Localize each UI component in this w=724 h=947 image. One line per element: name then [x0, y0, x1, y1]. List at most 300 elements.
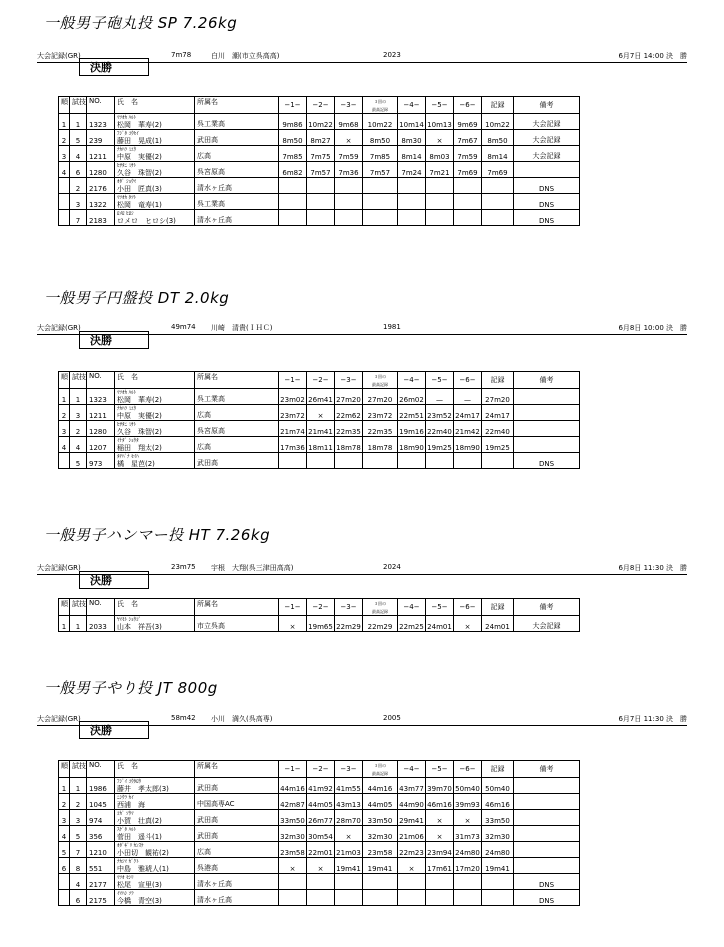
- cell-no: 239: [87, 130, 115, 146]
- cell-name: [115, 890, 195, 906]
- cell-team: 武田高: [195, 130, 279, 146]
- cell-team: 呉宮原高: [195, 421, 279, 437]
- cell-trial-1: 23m72: [279, 405, 307, 421]
- cell-name: [115, 146, 195, 162]
- cell-best-of-3: 22m35: [363, 421, 398, 437]
- cell-trial-4: 8m30: [398, 130, 426, 146]
- header-trial-4: −4−: [398, 97, 426, 114]
- cell-trial-4: [398, 453, 426, 469]
- cell-no: 356: [87, 826, 115, 842]
- cell-trial-4: [398, 178, 426, 194]
- header-team: 所属名: [195, 761, 279, 778]
- cell-team: 清水ヶ丘高: [195, 890, 279, 906]
- header-trial-5: −5−: [426, 372, 454, 389]
- athlete-kana: ｺｶﾞ ｿｳﾏ: [117, 811, 134, 817]
- cell-order: 3: [70, 810, 87, 826]
- header-note: 備考: [514, 372, 580, 389]
- cell-trial-3: 7m36: [335, 162, 363, 178]
- header-mark: 記録: [482, 97, 514, 114]
- cell-best-of-3: 23m72: [363, 405, 398, 421]
- athlete-kana: ﾆｼｳﾗ ｶｲ: [117, 795, 134, 801]
- table-row: [59, 778, 580, 794]
- header-no: NO.: [87, 372, 115, 389]
- header-best-of-3-b: 最高記録: [372, 771, 388, 776]
- cell-best-of-3: [363, 890, 398, 906]
- cell-mark: [482, 890, 514, 906]
- header-rank: 順: [59, 761, 70, 778]
- cell-trial-6: [454, 453, 482, 469]
- table-row: [59, 405, 580, 421]
- cell-no: 1323: [87, 114, 115, 130]
- cell-trial-3: ×: [335, 826, 363, 842]
- cell-rank: 2: [59, 405, 70, 421]
- record-holder: 川崎 清貴(ＩＨＣ): [211, 324, 273, 332]
- cell-mark: 8m14: [482, 146, 514, 162]
- table-row: [59, 194, 580, 210]
- cell-trial-1: 44m16: [279, 778, 307, 794]
- cell-best-of-3: 22m29: [363, 616, 398, 632]
- cell-trial-6: 39m93: [454, 794, 482, 810]
- cell-mark: [482, 453, 514, 469]
- event-title: 一般男子砲丸投 SP 7.26kg: [44, 14, 238, 32]
- cell-mark: 19m25: [482, 437, 514, 453]
- cell-trial-1: [279, 194, 307, 210]
- cell-trial-3: 28m70: [335, 810, 363, 826]
- final-label: 決勝: [79, 721, 149, 739]
- table-row: [59, 874, 580, 890]
- cell-no: 2177: [87, 874, 115, 890]
- cell-best-of-3: 8m50: [363, 130, 398, 146]
- record-holder: 白川 潮(市立呉高高): [211, 52, 280, 60]
- cell-trial-3: ×: [335, 130, 363, 146]
- athlete-name: 中原 実優(2): [117, 153, 162, 161]
- cell-best-of-3: 44m05: [363, 794, 398, 810]
- cell-trial-5: 46m16: [426, 794, 454, 810]
- cell-trial-3: 22m29: [335, 616, 363, 632]
- cell-rank: 4: [59, 162, 70, 178]
- header-trial-1: −1−: [279, 372, 307, 389]
- table-row: [59, 421, 580, 437]
- cell-order: 7: [70, 210, 87, 226]
- cell-best-of-3: 23m58: [363, 842, 398, 858]
- cell-best-of-3: 10m22: [363, 114, 398, 130]
- header-best-of-3-b: 最高記録: [372, 382, 388, 387]
- athlete-kana: ﾌｼﾞｲ ｺｳﾀﾛｳ: [117, 779, 142, 785]
- cell-mark: 46m16: [482, 794, 514, 810]
- cell-rank: 3: [59, 146, 70, 162]
- athlete-kana: ﾅｶﾊﾗ ﾐﾕｳ: [117, 406, 137, 412]
- header-trial-1: −1−: [279, 761, 307, 778]
- cell-trial-5: 39m70: [426, 778, 454, 794]
- cell-team: 武田高: [195, 826, 279, 842]
- cell-trial-2: 26m77: [307, 810, 335, 826]
- cell-trial-3: [335, 210, 363, 226]
- table-header: [59, 372, 580, 389]
- cell-best-of-3: 44m16: [363, 778, 398, 794]
- cell-team: 中国高専AC: [195, 794, 279, 810]
- results-table: [58, 371, 580, 469]
- cell-trial-1: 17m36: [279, 437, 307, 453]
- table-row: [59, 437, 580, 453]
- cell-trial-1: [279, 874, 307, 890]
- cell-team: 市立呉高: [195, 616, 279, 632]
- cell-trial-1: 42m87: [279, 794, 307, 810]
- cell-team: 清水ヶ丘高: [195, 210, 279, 226]
- header-team: 所属名: [195, 372, 279, 389]
- athlete-name: 藤田 晃成(1): [117, 137, 162, 145]
- cell-no: 2175: [87, 890, 115, 906]
- header-no: NO.: [87, 761, 115, 778]
- athlete-kana: ｵﾀﾞ ｼｮｳﾏ: [117, 179, 137, 185]
- cell-note: [514, 858, 580, 874]
- cell-mark: 8m50: [482, 130, 514, 146]
- final-label: 決勝: [79, 331, 149, 349]
- record-mark: 23m75: [171, 563, 196, 571]
- athlete-name: 松岡 竜寿(1): [117, 201, 162, 209]
- cell-note: [514, 794, 580, 810]
- cell-no: 1280: [87, 421, 115, 437]
- cell-trial-5: —: [426, 389, 454, 405]
- cell-trial-3: [335, 453, 363, 469]
- record-datetime: 6月7日 14:00 決 勝: [618, 52, 687, 60]
- header-mark: 記録: [482, 372, 514, 389]
- event-title: 一般男子やり投 JT 800g: [44, 679, 218, 697]
- cell-team: 呉工業高: [195, 389, 279, 405]
- record-mark: 7m78: [171, 51, 192, 59]
- cell-mark: 24m80: [482, 842, 514, 858]
- header-order: 試技: [70, 599, 87, 616]
- cell-trial-6: [454, 178, 482, 194]
- header-name: 氏 名: [115, 97, 195, 114]
- cell-trial-4: [398, 874, 426, 890]
- cell-no: 1323: [87, 389, 115, 405]
- cell-trial-1: 7m85: [279, 146, 307, 162]
- cell-trial-4: 18m90: [398, 437, 426, 453]
- cell-team: 武田高: [195, 453, 279, 469]
- cell-name: [115, 194, 195, 210]
- cell-trial-4: 22m25: [398, 616, 426, 632]
- cell-note: 大会記録: [514, 130, 580, 146]
- header-trial-1: −1−: [279, 599, 307, 616]
- cell-trial-1: [279, 178, 307, 194]
- cell-trial-3: 22m35: [335, 421, 363, 437]
- cell-team: 広高: [195, 437, 279, 453]
- cell-trial-4: 10m14: [398, 114, 426, 130]
- cell-rank: 1: [59, 778, 70, 794]
- cell-mark: 7m69: [482, 162, 514, 178]
- cell-trial-2: ×: [307, 405, 335, 421]
- cell-order: 6: [70, 162, 87, 178]
- cell-mark: [482, 874, 514, 890]
- cell-trial-5: 23m94: [426, 842, 454, 858]
- cell-trial-2: 18m11: [307, 437, 335, 453]
- cell-trial-1: 9m86: [279, 114, 307, 130]
- cell-rank: 4: [59, 437, 70, 453]
- header-trial-5: −5−: [426, 761, 454, 778]
- cell-trial-1: [279, 453, 307, 469]
- cell-trial-5: [426, 890, 454, 906]
- athlete-kana: ﾀﾁﾊﾞﾅ ｾｲﾊ: [117, 454, 139, 460]
- cell-trial-5: [426, 874, 454, 890]
- athlete-kana: ﾋｻﾀﾆ ﾐｻﾄ: [117, 163, 137, 169]
- cell-mark: [482, 210, 514, 226]
- header-trial-3: −3−: [335, 372, 363, 389]
- table-row: [59, 794, 580, 810]
- cell-trial-4: 29m41: [398, 810, 426, 826]
- cell-trial-4: 7m24: [398, 162, 426, 178]
- cell-trial-5: 10m13: [426, 114, 454, 130]
- cell-rank: [59, 453, 70, 469]
- cell-trial-1: ×: [279, 858, 307, 874]
- header-trial-2: −2−: [307, 97, 335, 114]
- record-mark: 49m74: [171, 323, 196, 331]
- header-order: 試技: [70, 372, 87, 389]
- cell-note: [514, 405, 580, 421]
- event-title: 一般男子円盤投 DT 2.0kg: [44, 289, 230, 307]
- athlete-name: 藤井 孝太郎(3): [117, 785, 169, 793]
- cell-trial-5: 22m40: [426, 421, 454, 437]
- cell-mark: 50m40: [482, 778, 514, 794]
- header-note: 備考: [514, 599, 580, 616]
- final-label: 決勝: [79, 58, 149, 76]
- cell-order: 5: [70, 130, 87, 146]
- cell-trial-1: 21m74: [279, 421, 307, 437]
- cell-order: 3: [70, 194, 87, 210]
- cell-team: 清水ヶ丘高: [195, 178, 279, 194]
- header-trial-2: −2−: [307, 372, 335, 389]
- cell-order: 2: [70, 794, 87, 810]
- cell-trial-4: 22m51: [398, 405, 426, 421]
- cell-order: 2: [70, 178, 87, 194]
- record-label: 大会記録(GR): [37, 324, 81, 332]
- record-holder: 小川 満久(呉高専): [211, 715, 273, 723]
- table-row: [59, 890, 580, 906]
- header-best-of-3: [363, 97, 398, 114]
- cell-note: DNS: [514, 453, 580, 469]
- header-rank: 順: [59, 372, 70, 389]
- header-trial-4: −4−: [398, 761, 426, 778]
- cell-trial-1: 8m50: [279, 130, 307, 146]
- cell-trial-2: 19m65: [307, 616, 335, 632]
- table-row: [59, 162, 580, 178]
- athlete-kana: ﾅｶｼﾏ ｶﾞｸﾄ: [117, 859, 139, 865]
- cell-mark: 19m41: [482, 858, 514, 874]
- cell-trial-5: 8m03: [426, 146, 454, 162]
- cell-trial-6: 17m20: [454, 858, 482, 874]
- cell-trial-4: 8m14: [398, 146, 426, 162]
- cell-no: 1207: [87, 437, 115, 453]
- table-header: [59, 97, 580, 114]
- cell-best-of-3: [363, 178, 398, 194]
- cell-note: [514, 778, 580, 794]
- cell-rank: 4: [59, 826, 70, 842]
- cell-note: [514, 162, 580, 178]
- header-trial-5: −5−: [426, 97, 454, 114]
- cell-mark: 32m30: [482, 826, 514, 842]
- cell-trial-6: ×: [454, 810, 482, 826]
- header-trial-3: −3−: [335, 761, 363, 778]
- cell-no: 2176: [87, 178, 115, 194]
- table-row: [59, 810, 580, 826]
- record-datetime: 6月8日 10:00 決 勝: [618, 324, 687, 332]
- header-best-of-3-b: 最高記録: [372, 609, 388, 614]
- header-no: NO.: [87, 599, 115, 616]
- cell-rank: 2: [59, 130, 70, 146]
- athlete-name: 中島 雅琥人(1): [117, 865, 169, 873]
- record-datetime: 6月8日 11:30 決 勝: [618, 564, 687, 572]
- cell-note: 大会記録: [514, 616, 580, 632]
- cell-trial-5: [426, 210, 454, 226]
- header-best-of-3-a: ３回の: [374, 374, 386, 379]
- athlete-name: ロメロ ヒロシ(3): [117, 217, 176, 225]
- header-trial-6: −6−: [454, 761, 482, 778]
- cell-rank: 1: [59, 114, 70, 130]
- cell-name: [115, 162, 195, 178]
- cell-trial-4: 21m06: [398, 826, 426, 842]
- cell-trial-2: 7m57: [307, 162, 335, 178]
- cell-order: 5: [70, 826, 87, 842]
- athlete-kana: ｲﾅﾀﾞ ｼｮｳﾀ: [117, 438, 139, 444]
- cell-trial-2: 41m92: [307, 778, 335, 794]
- athlete-kana: ﾏﾂｵｶ ﾀﾂﾄ: [117, 195, 137, 201]
- athlete-kana: ﾏﾂｵ ｾﾝﾘ: [117, 875, 134, 881]
- cell-note: DNS: [514, 874, 580, 890]
- cell-team: 呉宮原高: [195, 162, 279, 178]
- athlete-name: 松岡 華寿(2): [117, 121, 162, 129]
- results-table: [58, 96, 580, 226]
- athlete-name: 今橋 青空(3): [117, 897, 162, 905]
- cell-order: 4: [70, 874, 87, 890]
- cell-rank: 3: [59, 421, 70, 437]
- cell-trial-5: [426, 178, 454, 194]
- header-best-of-3-a: ３回の: [374, 601, 386, 606]
- cell-best-of-3: 33m50: [363, 810, 398, 826]
- cell-no: 1045: [87, 794, 115, 810]
- cell-trial-6: ×: [454, 616, 482, 632]
- cell-note: 大会記録: [514, 114, 580, 130]
- cell-trial-6: 18m90: [454, 437, 482, 453]
- cell-rank: [59, 890, 70, 906]
- cell-team: 武田高: [195, 810, 279, 826]
- cell-trial-2: 21m41: [307, 421, 335, 437]
- cell-best-of-3: 32m30: [363, 826, 398, 842]
- table-row: [59, 616, 580, 632]
- table-row: [59, 130, 580, 146]
- cell-no: 1322: [87, 194, 115, 210]
- athlete-name: 菅田 遥斗(1): [117, 833, 162, 841]
- cell-trial-3: 43m13: [335, 794, 363, 810]
- header-trial-5: −5−: [426, 599, 454, 616]
- header-note: 備考: [514, 761, 580, 778]
- header-trial-3: −3−: [335, 97, 363, 114]
- cell-team: 広高: [195, 405, 279, 421]
- header-name: 氏 名: [115, 599, 195, 616]
- cell-trial-3: 7m59: [335, 146, 363, 162]
- cell-best-of-3: 27m20: [363, 389, 398, 405]
- header-no: NO.: [87, 97, 115, 114]
- header-rank: 順: [59, 97, 70, 114]
- cell-trial-3: [335, 194, 363, 210]
- header-trial-4: −4−: [398, 599, 426, 616]
- cell-name: [115, 130, 195, 146]
- cell-mark: [482, 194, 514, 210]
- cell-rank: 5: [59, 842, 70, 858]
- athlete-kana: ﾅｶﾊﾗ ﾐﾕｳ: [117, 147, 137, 153]
- cell-note: [514, 437, 580, 453]
- cell-mark: 24m01: [482, 616, 514, 632]
- cell-no: 1210: [87, 842, 115, 858]
- cell-no: 974: [87, 810, 115, 826]
- cell-trial-6: —: [454, 389, 482, 405]
- cell-trial-1: [279, 890, 307, 906]
- cell-trial-3: 9m68: [335, 114, 363, 130]
- header-best-of-3-b: 最高記録: [372, 107, 388, 112]
- cell-team: 呉工業高: [195, 194, 279, 210]
- cell-name: [115, 616, 195, 632]
- cell-trial-5: 23m52: [426, 405, 454, 421]
- cell-team: 呉工業高: [195, 114, 279, 130]
- cell-name: [115, 858, 195, 874]
- cell-trial-3: 41m55: [335, 778, 363, 794]
- cell-name: [115, 210, 195, 226]
- cell-trial-4: 22m23: [398, 842, 426, 858]
- header-team: 所属名: [195, 599, 279, 616]
- cell-order: 1: [70, 616, 87, 632]
- record-year: 1981: [383, 323, 401, 331]
- cell-trial-6: 7m59: [454, 146, 482, 162]
- athlete-name: 西浦 海: [117, 801, 145, 809]
- cell-trial-6: 24m17: [454, 405, 482, 421]
- header-order: 試技: [70, 761, 87, 778]
- cell-trial-2: 10m22: [307, 114, 335, 130]
- cell-trial-6: [454, 890, 482, 906]
- athlete-kana: ﾔﾏﾓﾄ ｼｮｳｺﾞ: [117, 617, 142, 623]
- cell-trial-5: 7m21: [426, 162, 454, 178]
- cell-trial-3: 18m78: [335, 437, 363, 453]
- cell-rank: [59, 210, 70, 226]
- cell-trial-6: 9m69: [454, 114, 482, 130]
- cell-trial-4: 44m90: [398, 794, 426, 810]
- header-team: 所属名: [195, 97, 279, 114]
- cell-trial-4: 26m02: [398, 389, 426, 405]
- cell-trial-1: 32m30: [279, 826, 307, 842]
- table-row: [59, 146, 580, 162]
- header-trial-6: −6−: [454, 97, 482, 114]
- cell-best-of-3: 18m78: [363, 437, 398, 453]
- cell-trial-5: [426, 453, 454, 469]
- final-label: 決勝: [79, 571, 149, 589]
- cell-note: 大会記録: [514, 146, 580, 162]
- athlete-name: 松尾 宣里(3): [117, 881, 162, 889]
- cell-best-of-3: [363, 874, 398, 890]
- cell-trial-5: 19m25: [426, 437, 454, 453]
- cell-team: 広高: [195, 842, 279, 858]
- cell-trial-5: ×: [426, 826, 454, 842]
- cell-trial-5: ×: [426, 810, 454, 826]
- cell-trial-4: [398, 210, 426, 226]
- athlete-kana: ｽｹﾞﾀ ﾊﾙﾄ: [117, 827, 137, 833]
- cell-team: 武田高: [195, 778, 279, 794]
- cell-trial-4: [398, 194, 426, 210]
- results-table: [58, 760, 580, 906]
- cell-mark: 27m20: [482, 389, 514, 405]
- cell-name: [115, 453, 195, 469]
- athlete-name: 中原 実優(2): [117, 412, 162, 420]
- cell-note: [514, 810, 580, 826]
- cell-trial-1: 33m50: [279, 810, 307, 826]
- athlete-name: 久谷 珠智(2): [117, 169, 162, 177]
- cell-best-of-3: 7m85: [363, 146, 398, 162]
